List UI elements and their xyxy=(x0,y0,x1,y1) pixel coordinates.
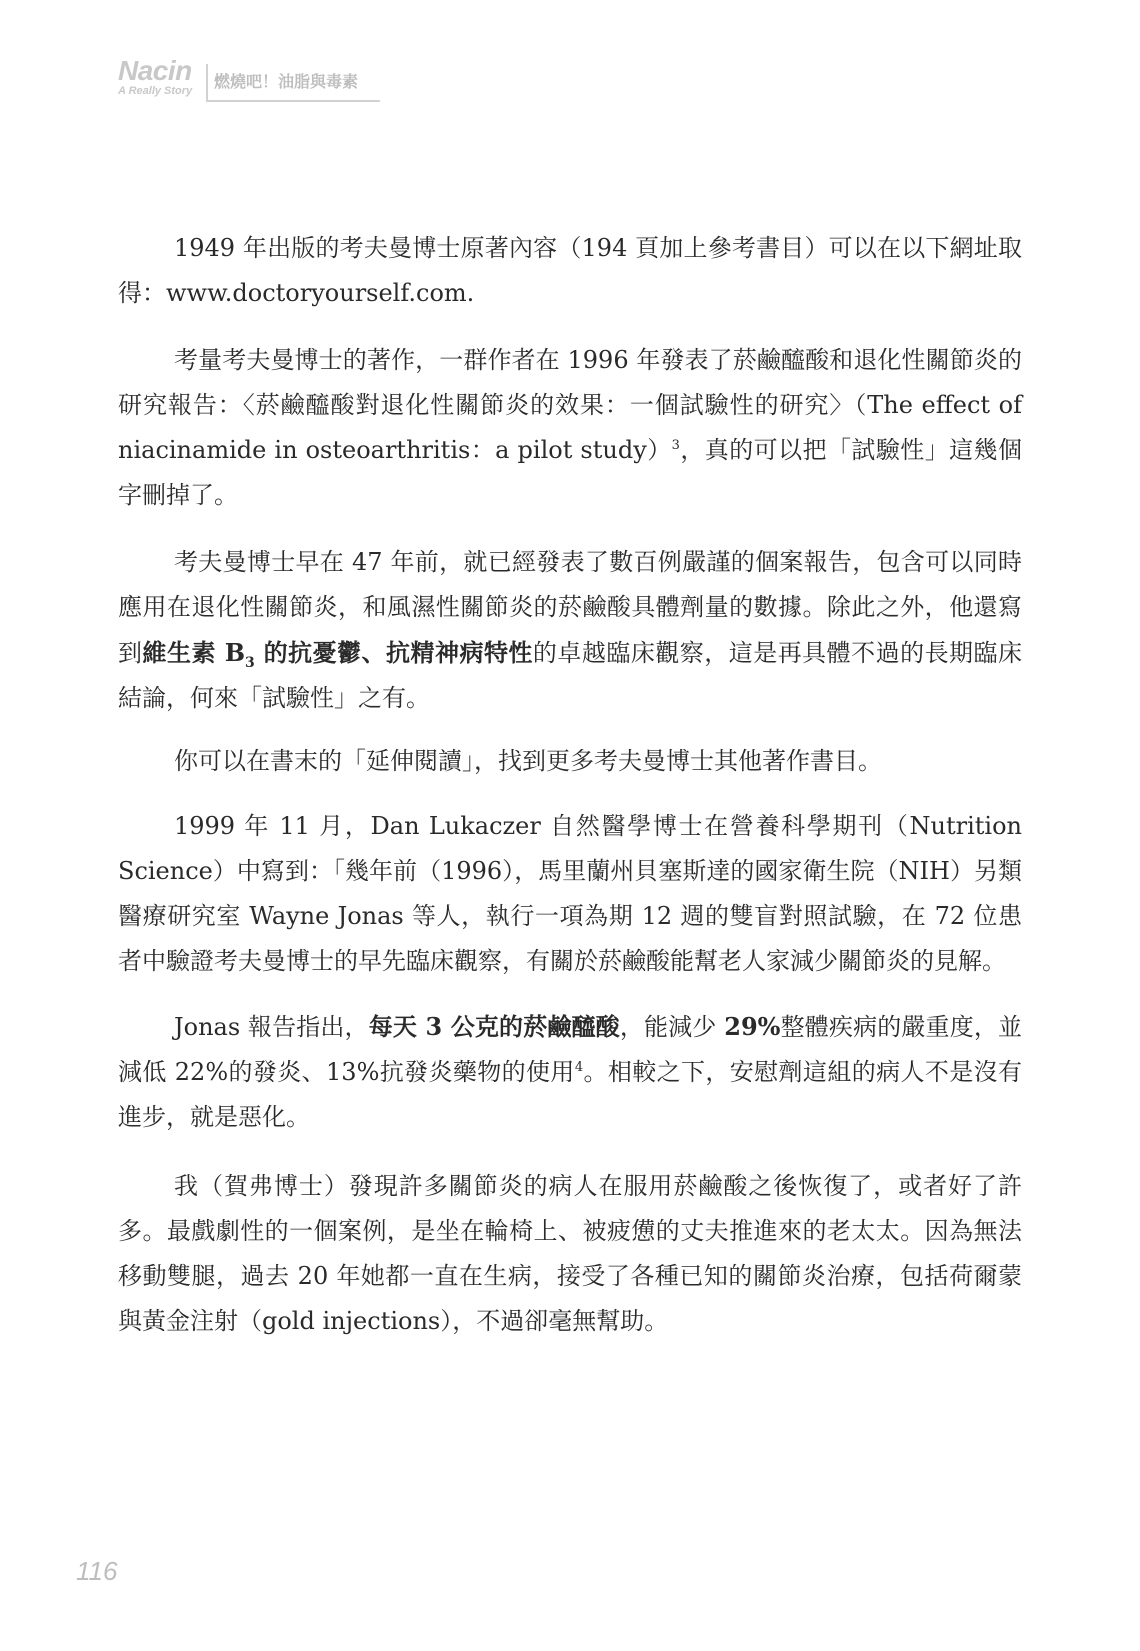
paragraph-4-text: 你可以在書末的「延伸閱讀」，找到更多考夫曼博士其他著作書目。 xyxy=(174,747,882,775)
paragraph-3 xyxy=(118,540,1022,721)
bold-vitamin-subscript: 3 xyxy=(245,654,255,671)
series-logo xyxy=(118,56,200,97)
paragraph-3-text: 考夫曼博士早在 47 年前，就已經發表了數百例嚴謹的個案報告，包含可以同時應用在退化性關節炎，和風濕性關節炎的菸鹼酸具體劑量的數據。除此之外，他還寫到 xyxy=(118,548,1022,667)
page-number: 116 xyxy=(76,1556,118,1586)
paragraph-3-text-continued: 的卓越臨床觀察，這是再具體不過的長期臨床結論，何來「試驗性」之有。 xyxy=(118,639,1023,712)
header-divider-vertical xyxy=(206,64,208,100)
header-divider-horizontal xyxy=(206,100,380,102)
bold-antidepressant-properties: 的抗憂鬱、抗精神病特性 xyxy=(254,638,533,667)
paragraph-6-text-3: 整體疾病的嚴重度，並減低 22%的發炎、13%抗發炎藥物的使用 xyxy=(118,1013,1023,1086)
running-header xyxy=(118,56,380,108)
bold-daily-dose: 每天 3 公克的菸鹼醯酸 xyxy=(368,1012,620,1041)
paragraph-1-text: 1949 年出版的考夫曼博士原著內容（194 頁加上參考書目）可以在以下網址取得：www.doctoryourself.com. xyxy=(118,234,1022,307)
paragraph-6 xyxy=(118,1004,1022,1140)
paragraph-2-text-continued: ，真的可以把「試驗性」這幾個字刪掉了。 xyxy=(118,436,1022,509)
footnote-ref-3: 3 xyxy=(671,438,680,453)
paragraph-7-text: 我（賀弗博士）發現許多關節炎的病人在服用菸鹼酸之後恢復了，或者好了許多。最戲劇性的一個案例，是坐在輪椅上、被疲憊的丈夫推進來的老太太。因為無法移動雙腿，過去 20 年她都一直在生病，接受了各種已知的關節炎治療，包括荷爾蒙與黃金注射（gold injections），不過卻毫無幫助。 xyxy=(118,1172,1022,1335)
paragraph-4 xyxy=(118,739,1022,784)
paragraph-7 xyxy=(118,1164,1022,1344)
bold-percentage: 29% xyxy=(724,1012,781,1041)
paragraph-1 xyxy=(118,226,1022,316)
paragraph-2 xyxy=(118,338,1022,518)
page-body xyxy=(118,226,1022,1368)
paragraph-5 xyxy=(118,804,1022,984)
footnote-ref-4: 4 xyxy=(574,1060,584,1075)
bold-vitamin-b: 維生素 B xyxy=(142,638,246,667)
book-title: 燃燒吧！油脂與毒素 xyxy=(214,72,359,91)
paragraph-6-text: Jonas 報告指出， xyxy=(174,1013,369,1041)
series-logo-title: Nacin xyxy=(118,55,192,86)
paragraph-2-text: 考量考夫曼博士的著作，一群作者在 1996 年發表了菸鹼醯酸和退化性關節炎的研究報告：〈菸鹼醯酸對退化性關節炎的效果：一個試驗性的研究〉（The effect of niacinamide in osteoarthritis：a pilot study） xyxy=(118,346,1022,464)
paragraph-5-text: 1999 年 11 月，Dan Lukaczer 自然醫學博士在營養科學期刊（Nutrition Science）中寫到：「幾年前（1996），馬里蘭州貝塞斯達的國家衛生院（NIH）另類醫療研究室 Wayne Jonas 等人，執行一項為期 12 週的雙盲對照試驗，在 72 位患者中驗證考夫曼博士的早先臨床觀察，有關於菸鹼酸能幫老人家減少關節炎的見解。 xyxy=(118,812,1022,975)
paragraph-6-text-2: ，能減少 xyxy=(619,1013,725,1041)
series-logo-subtitle: A Really Story xyxy=(118,85,193,97)
paragraph-6-text-4: 。相較之下，安慰劑這組的病人不是沒有進步，就是惡化。 xyxy=(118,1058,1022,1131)
